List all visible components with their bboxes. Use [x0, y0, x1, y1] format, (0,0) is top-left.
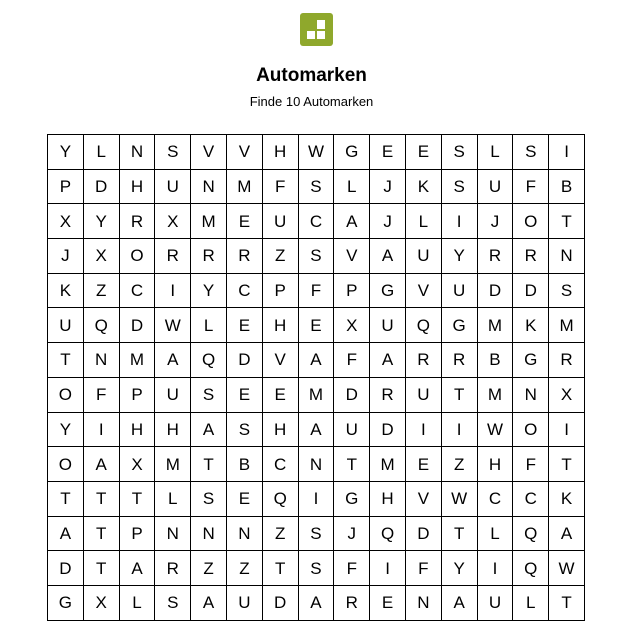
grid-cell[interactable]: U: [370, 308, 406, 343]
grid-cell[interactable]: C: [119, 273, 155, 308]
grid-cell[interactable]: R: [513, 239, 549, 274]
grid-row: [48, 377, 585, 412]
grid-cell[interactable]: C: [298, 204, 334, 239]
grid-cell[interactable]: Q: [513, 551, 549, 586]
grid-cell[interactable]: E: [262, 377, 298, 412]
grid-cell[interactable]: L: [477, 516, 513, 551]
grid-cell[interactable]: X: [155, 204, 191, 239]
grid-cell[interactable]: D: [226, 343, 262, 378]
grid-cell[interactable]: C: [513, 481, 549, 516]
grid-cell[interactable]: F: [513, 447, 549, 482]
grid-cell[interactable]: U: [405, 377, 441, 412]
grid-cell[interactable]: N: [191, 169, 227, 204]
grid-cell[interactable]: T: [83, 551, 119, 586]
grid-cell[interactable]: A: [191, 585, 227, 620]
grid-row: [48, 343, 585, 378]
grid-cell[interactable]: H: [370, 481, 406, 516]
grid-cell[interactable]: A: [298, 412, 334, 447]
grid-cell[interactable]: N: [549, 239, 585, 274]
grid-cell[interactable]: M: [298, 377, 334, 412]
grid-cell[interactable]: N: [226, 516, 262, 551]
grid-cell[interactable]: U: [477, 585, 513, 620]
grid-cell[interactable]: V: [405, 481, 441, 516]
grid-cell[interactable]: J: [334, 516, 370, 551]
grid-cell[interactable]: Y: [191, 273, 227, 308]
grid-cell[interactable]: C: [226, 273, 262, 308]
grid-cell[interactable]: N: [298, 447, 334, 482]
grid-cell[interactable]: N: [83, 343, 119, 378]
grid-cell[interactable]: A: [48, 516, 84, 551]
grid-cell[interactable]: W: [441, 481, 477, 516]
grid-cell[interactable]: D: [477, 273, 513, 308]
grid-cell[interactable]: F: [334, 343, 370, 378]
grid-cell[interactable]: L: [334, 169, 370, 204]
grid-cell[interactable]: S: [226, 412, 262, 447]
grid-cell[interactable]: M: [155, 447, 191, 482]
grid-cell[interactable]: H: [119, 169, 155, 204]
grid-cell[interactable]: N: [191, 516, 227, 551]
grid-cell[interactable]: G: [334, 135, 370, 170]
grid-cell[interactable]: V: [226, 135, 262, 170]
grid-cell[interactable]: D: [119, 308, 155, 343]
page-title: Automarken: [256, 65, 367, 86]
grid-cell[interactable]: G: [370, 273, 406, 308]
grid-cell[interactable]: I: [405, 412, 441, 447]
grid-cell[interactable]: E: [226, 308, 262, 343]
grid-cell[interactable]: T: [441, 377, 477, 412]
grid-cell[interactable]: X: [334, 308, 370, 343]
grid-cell[interactable]: Z: [83, 273, 119, 308]
grid-cell[interactable]: X: [48, 204, 84, 239]
grid-cell[interactable]: A: [298, 343, 334, 378]
grid-cell[interactable]: T: [48, 481, 84, 516]
grid-cell[interactable]: U: [226, 585, 262, 620]
grid-cell[interactable]: U: [155, 169, 191, 204]
grid-cell[interactable]: D: [48, 551, 84, 586]
grid-cell[interactable]: G: [513, 343, 549, 378]
grid-cell[interactable]: D: [405, 516, 441, 551]
grid-cell[interactable]: T: [549, 585, 585, 620]
grid-cell[interactable]: R: [405, 343, 441, 378]
grid-cell[interactable]: W: [298, 135, 334, 170]
grid-cell[interactable]: T: [83, 481, 119, 516]
grid-cell[interactable]: S: [298, 516, 334, 551]
grid-cell[interactable]: R: [441, 343, 477, 378]
grid-cell[interactable]: M: [477, 308, 513, 343]
grid-cell[interactable]: R: [119, 204, 155, 239]
grid-cell[interactable]: Z: [441, 447, 477, 482]
grid-cell[interactable]: Z: [191, 551, 227, 586]
grid-cell[interactable]: Q: [83, 308, 119, 343]
grid-cell[interactable]: C: [262, 447, 298, 482]
grid-row: [48, 585, 585, 620]
grid-cell[interactable]: A: [370, 343, 406, 378]
grid-cell[interactable]: U: [477, 169, 513, 204]
grid-cell[interactable]: D: [513, 273, 549, 308]
grid-cell[interactable]: I: [441, 412, 477, 447]
grid-cell[interactable]: Z: [262, 239, 298, 274]
grid-cell[interactable]: E: [226, 204, 262, 239]
grid-cell[interactable]: B: [226, 447, 262, 482]
grid-cell[interactable]: E: [405, 447, 441, 482]
grid-cell[interactable]: W: [549, 551, 585, 586]
grid-cell[interactable]: G: [48, 585, 84, 620]
grid-cell[interactable]: A: [298, 585, 334, 620]
grid-cell[interactable]: R: [370, 377, 406, 412]
grid-cell[interactable]: K: [549, 481, 585, 516]
grid-cell[interactable]: G: [441, 308, 477, 343]
grid-row: [48, 551, 585, 586]
grid-cell[interactable]: H: [262, 135, 298, 170]
grid-cell[interactable]: U: [155, 377, 191, 412]
grid-cell[interactable]: L: [191, 308, 227, 343]
grid-cell[interactable]: I: [298, 481, 334, 516]
grid-cell[interactable]: Y: [48, 135, 84, 170]
grid-cell[interactable]: F: [513, 169, 549, 204]
grid-cell[interactable]: D: [370, 412, 406, 447]
grid-row: [48, 447, 585, 482]
grid-cell[interactable]: Q: [191, 343, 227, 378]
grid-cell[interactable]: H: [155, 412, 191, 447]
grid-cell[interactable]: T: [549, 204, 585, 239]
grid-cell[interactable]: F: [262, 169, 298, 204]
grid-cell[interactable]: R: [226, 239, 262, 274]
grid-cell[interactable]: S: [298, 551, 334, 586]
grid-cell[interactable]: R: [155, 551, 191, 586]
grid-cell[interactable]: O: [48, 377, 84, 412]
grid-cell[interactable]: F: [405, 551, 441, 586]
grid-cell[interactable]: W: [155, 308, 191, 343]
grid-cell[interactable]: M: [191, 204, 227, 239]
grid-cell[interactable]: T: [441, 516, 477, 551]
grid-cell[interactable]: T: [119, 481, 155, 516]
grid-cell[interactable]: T: [334, 447, 370, 482]
grid-cell[interactable]: T: [549, 447, 585, 482]
grid-row: [48, 239, 585, 274]
grid-cell[interactable]: S: [549, 273, 585, 308]
grid-cell[interactable]: A: [441, 585, 477, 620]
grid-cell[interactable]: R: [549, 343, 585, 378]
grid-cell[interactable]: Q: [405, 308, 441, 343]
grid-cell[interactable]: O: [48, 447, 84, 482]
grid-cell[interactable]: A: [119, 551, 155, 586]
grid-cell[interactable]: O: [513, 412, 549, 447]
grid-cell[interactable]: M: [549, 308, 585, 343]
grid-cell[interactable]: K: [513, 308, 549, 343]
grid-cell[interactable]: B: [549, 169, 585, 204]
grid-cell[interactable]: L: [513, 585, 549, 620]
grid-cell[interactable]: V: [405, 273, 441, 308]
grid-cell[interactable]: X: [83, 585, 119, 620]
grid-cell[interactable]: I: [549, 135, 585, 170]
grid-cell[interactable]: S: [298, 239, 334, 274]
grid-cell[interactable]: A: [549, 516, 585, 551]
grid-cell[interactable]: A: [334, 204, 370, 239]
grid-cell[interactable]: T: [191, 447, 227, 482]
grid-row: [48, 135, 585, 170]
logo-square: [317, 31, 325, 39]
grid-cell[interactable]: M: [370, 447, 406, 482]
grid-row: [48, 204, 585, 239]
grid-cell[interactable]: Q: [513, 516, 549, 551]
grid-cell[interactable]: V: [191, 135, 227, 170]
page-subtitle: Finde 10 Automarken: [249, 94, 374, 109]
grid-cell[interactable]: S: [191, 481, 227, 516]
grid-cell[interactable]: O: [513, 204, 549, 239]
grid-cell[interactable]: Y: [48, 412, 84, 447]
grid-cell[interactable]: S: [298, 169, 334, 204]
grid-cell[interactable]: L: [477, 135, 513, 170]
grid-cell[interactable]: I: [155, 273, 191, 308]
grid-cell[interactable]: E: [370, 135, 406, 170]
grid-cell[interactable]: P: [262, 273, 298, 308]
grid-cell[interactable]: Z: [262, 516, 298, 551]
grid-cell[interactable]: E: [370, 585, 406, 620]
word-search-grid: [47, 134, 585, 621]
grid-cell[interactable]: H: [477, 447, 513, 482]
grid-cell[interactable]: D: [83, 169, 119, 204]
grid-cell[interactable]: E: [405, 135, 441, 170]
grid-cell[interactable]: Q: [262, 481, 298, 516]
puzzle-grid-icon: [300, 13, 333, 46]
grid-cell[interactable]: X: [83, 239, 119, 274]
grid-cell[interactable]: P: [119, 516, 155, 551]
grid-cell[interactable]: U: [405, 239, 441, 274]
logo-square: [307, 31, 315, 39]
grid-cell[interactable]: V: [262, 343, 298, 378]
grid-cell[interactable]: P: [48, 169, 84, 204]
grid-cell[interactable]: G: [334, 481, 370, 516]
grid-cell[interactable]: E: [226, 377, 262, 412]
grid-cell[interactable]: P: [119, 377, 155, 412]
grid-cell[interactable]: T: [262, 551, 298, 586]
grid-cell[interactable]: O: [119, 239, 155, 274]
grid-cell[interactable]: A: [155, 343, 191, 378]
grid-cell[interactable]: Y: [441, 551, 477, 586]
grid-cell[interactable]: X: [119, 447, 155, 482]
grid-cell[interactable]: Y: [441, 239, 477, 274]
grid-cell[interactable]: S: [191, 377, 227, 412]
grid-cell[interactable]: J: [48, 239, 84, 274]
grid-row: [48, 412, 585, 447]
grid-cell[interactable]: P: [334, 273, 370, 308]
grid-cell[interactable]: R: [334, 585, 370, 620]
grid-cell[interactable]: L: [119, 585, 155, 620]
grid-cell[interactable]: K: [405, 169, 441, 204]
grid-cell[interactable]: T: [48, 343, 84, 378]
grid-cell[interactable]: U: [441, 273, 477, 308]
grid-cell[interactable]: H: [262, 412, 298, 447]
grid-cell[interactable]: S: [155, 135, 191, 170]
grid-cell[interactable]: N: [405, 585, 441, 620]
grid-cell[interactable]: B: [477, 343, 513, 378]
grid-cell[interactable]: R: [191, 239, 227, 274]
grid-cell[interactable]: X: [549, 377, 585, 412]
grid-cell[interactable]: R: [155, 239, 191, 274]
grid-cell[interactable]: S: [513, 135, 549, 170]
grid-cell[interactable]: A: [191, 412, 227, 447]
grid-cell[interactable]: H: [119, 412, 155, 447]
grid-cell[interactable]: Q: [370, 516, 406, 551]
grid-cell[interactable]: M: [477, 377, 513, 412]
grid-cell[interactable]: I: [83, 412, 119, 447]
grid-cell[interactable]: R: [477, 239, 513, 274]
grid-cell[interactable]: U: [334, 412, 370, 447]
grid-cell[interactable]: J: [370, 204, 406, 239]
grid-cell[interactable]: K: [48, 273, 84, 308]
grid-cell[interactable]: Y: [83, 204, 119, 239]
grid-cell[interactable]: L: [83, 135, 119, 170]
logo-square: [317, 20, 325, 29]
grid-cell[interactable]: M: [226, 169, 262, 204]
grid-cell[interactable]: Z: [226, 551, 262, 586]
grid-row: [48, 481, 585, 516]
grid-row: [48, 516, 585, 551]
grid-cell[interactable]: F: [298, 273, 334, 308]
grid-cell[interactable]: S: [441, 169, 477, 204]
grid-cell[interactable]: S: [441, 135, 477, 170]
grid-cell[interactable]: E: [298, 308, 334, 343]
grid-cell[interactable]: J: [477, 204, 513, 239]
grid-cell[interactable]: N: [119, 135, 155, 170]
grid-cell[interactable]: M: [119, 343, 155, 378]
grid-cell[interactable]: H: [262, 308, 298, 343]
grid-cell[interactable]: U: [262, 204, 298, 239]
grid-cell[interactable]: I: [549, 412, 585, 447]
grid-cell[interactable]: F: [334, 551, 370, 586]
grid-cell[interactable]: I: [477, 551, 513, 586]
grid-row: [48, 308, 585, 343]
grid-cell[interactable]: J: [370, 169, 406, 204]
grid-cell[interactable]: N: [155, 516, 191, 551]
grid-cell[interactable]: D: [334, 377, 370, 412]
grid-row: [48, 273, 585, 308]
grid-cell[interactable]: L: [155, 481, 191, 516]
grid-cell[interactable]: A: [83, 447, 119, 482]
grid-cell[interactable]: S: [155, 585, 191, 620]
grid-cell[interactable]: D: [262, 585, 298, 620]
grid-cell[interactable]: E: [226, 481, 262, 516]
grid-cell[interactable]: I: [370, 551, 406, 586]
grid-cell[interactable]: N: [513, 377, 549, 412]
grid-cell[interactable]: W: [477, 412, 513, 447]
grid-cell[interactable]: L: [405, 204, 441, 239]
grid-cell[interactable]: A: [370, 239, 406, 274]
grid-cell[interactable]: F: [83, 377, 119, 412]
grid-cell[interactable]: I: [441, 204, 477, 239]
grid-row: [48, 169, 585, 204]
grid-cell[interactable]: C: [477, 481, 513, 516]
grid-cell[interactable]: T: [83, 516, 119, 551]
grid-cell[interactable]: U: [48, 308, 84, 343]
grid-cell[interactable]: V: [334, 239, 370, 274]
